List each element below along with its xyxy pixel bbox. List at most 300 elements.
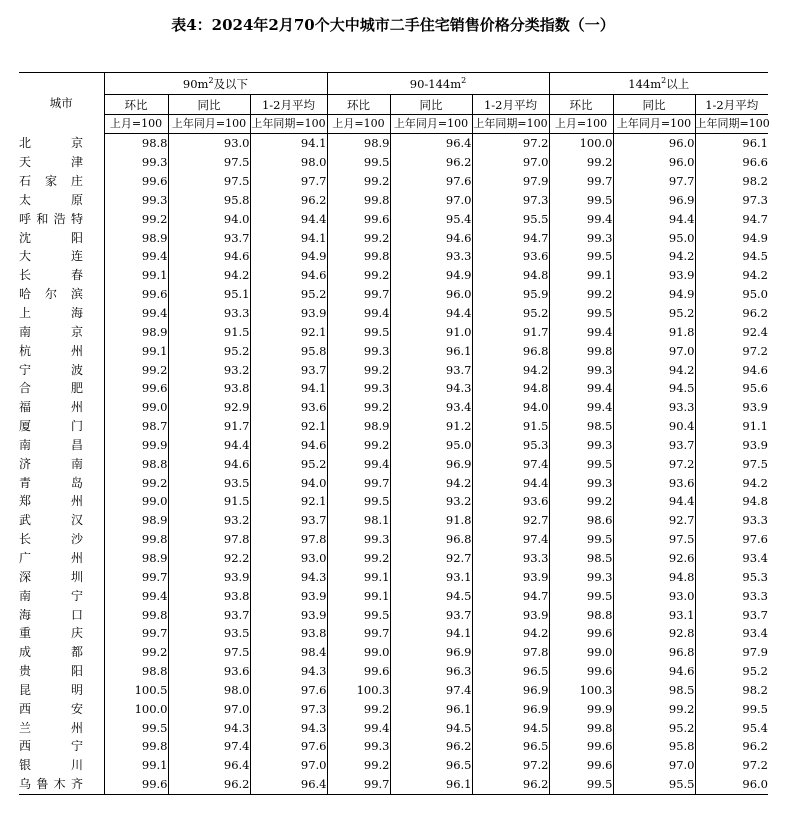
city-label: 昆 明 (19, 682, 83, 697)
index-value: 97.2 (613, 454, 695, 473)
city-name (19, 775, 104, 794)
index-value: 99.2 (327, 699, 390, 718)
city-name (19, 699, 104, 718)
index-value: 98.5 (549, 549, 613, 568)
index-value: 97.3 (695, 191, 768, 210)
table-row (19, 304, 768, 323)
index-value: 93.3 (695, 586, 768, 605)
index-value: 99.5 (549, 304, 613, 323)
index-value: 94.3 (390, 379, 472, 398)
city-name (19, 322, 104, 341)
index-value: 93.3 (613, 398, 695, 417)
index-value: 91.2 (390, 417, 472, 436)
city-label: 郑 州 (19, 494, 83, 509)
index-value: 99.3 (104, 191, 168, 210)
table-row (19, 228, 768, 247)
index-value: 99.3 (327, 341, 390, 360)
price-index-table (19, 72, 768, 795)
index-value: 97.9 (695, 643, 768, 662)
index-value: 99.4 (549, 379, 613, 398)
table-row (19, 134, 768, 153)
index-value: 100.0 (104, 699, 168, 718)
index-value: 99.7 (327, 775, 390, 794)
index-value: 96.9 (472, 699, 549, 718)
city-name (19, 605, 104, 624)
index-value: 97.5 (613, 530, 695, 549)
index-value: 94.2 (472, 360, 549, 379)
index-value: 94.0 (250, 473, 327, 492)
city-label: 武 汉 (19, 513, 83, 528)
index-value: 93.3 (695, 511, 768, 530)
index-value: 99.6 (549, 624, 613, 643)
index-value: 96.2 (695, 737, 768, 756)
city-name (19, 662, 104, 681)
index-value: 98.1 (327, 511, 390, 530)
index-value: 96.8 (472, 341, 549, 360)
index-value: 96.9 (390, 643, 472, 662)
index-value: 95.2 (613, 304, 695, 323)
sub-header: 环比 (104, 95, 168, 115)
index-value: 96.0 (613, 134, 695, 153)
city-name (19, 436, 104, 455)
index-value: 92.7 (472, 511, 549, 530)
index-value: 99.2 (549, 153, 613, 172)
city-name (19, 379, 104, 398)
table-row (19, 492, 768, 511)
index-value: 98.9 (327, 134, 390, 153)
city-name (19, 511, 104, 530)
index-value: 91.5 (472, 417, 549, 436)
index-value: 98.8 (104, 134, 168, 153)
city-label: 重 庆 (19, 626, 83, 641)
index-value: 97.4 (390, 680, 472, 699)
index-value: 97.9 (472, 172, 549, 191)
sub-header: 1-2月平均 (250, 95, 327, 115)
index-value: 99.5 (327, 153, 390, 172)
table-row (19, 341, 768, 360)
index-value: 99.5 (549, 454, 613, 473)
city-label: 杭 州 (19, 343, 83, 358)
index-value: 96.5 (390, 756, 472, 775)
table-row (19, 662, 768, 681)
table-row (19, 153, 768, 172)
index-value: 100.3 (327, 680, 390, 699)
index-value: 97.5 (168, 153, 250, 172)
index-value: 95.2 (695, 662, 768, 681)
index-value: 94.9 (695, 228, 768, 247)
index-value: 94.8 (695, 492, 768, 511)
index-value: 95.2 (250, 454, 327, 473)
index-value: 99.5 (549, 775, 613, 794)
index-value: 93.9 (472, 567, 549, 586)
index-value: 95.2 (250, 285, 327, 304)
index-value: 98.0 (250, 153, 327, 172)
index-value: 96.8 (390, 530, 472, 549)
city-label: 济 南 (19, 456, 83, 471)
index-value: 99.4 (327, 718, 390, 737)
index-value: 91.1 (695, 417, 768, 436)
index-value: 97.4 (472, 530, 549, 549)
index-value: 99.2 (613, 699, 695, 718)
base-header: 上月=100 (104, 115, 168, 134)
index-value: 94.4 (613, 492, 695, 511)
index-value: 99.4 (549, 209, 613, 228)
index-value: 97.6 (250, 737, 327, 756)
index-value: 99.1 (327, 567, 390, 586)
index-value: 99.9 (104, 436, 168, 455)
index-value: 96.1 (390, 699, 472, 718)
index-value: 99.4 (327, 304, 390, 323)
index-value: 99.2 (327, 756, 390, 775)
index-value: 98.7 (104, 417, 168, 436)
index-value: 97.2 (695, 341, 768, 360)
index-value: 91.5 (168, 492, 250, 511)
index-value: 93.4 (390, 398, 472, 417)
index-value: 99.2 (549, 285, 613, 304)
index-value: 98.8 (549, 605, 613, 624)
group-header-medium: $90-144m^2$ (327, 73, 549, 95)
index-value: 99.5 (549, 586, 613, 605)
city-name (19, 417, 104, 436)
index-value: 94.6 (695, 360, 768, 379)
city-label: 西 安 (19, 701, 83, 716)
index-value: 98.8 (104, 454, 168, 473)
index-value: 94.4 (613, 209, 695, 228)
city-label: 哈 尔 滨 (19, 287, 83, 302)
index-value: 91.7 (472, 322, 549, 341)
index-value: 94.5 (390, 586, 472, 605)
index-value: 93.7 (390, 605, 472, 624)
table-row (19, 567, 768, 586)
city-label: 合 肥 (19, 381, 83, 396)
index-value: 95.8 (613, 737, 695, 756)
index-value: 99.4 (104, 247, 168, 266)
index-value: 97.0 (250, 756, 327, 775)
index-value: 99.1 (104, 266, 168, 285)
index-value: 96.5 (472, 737, 549, 756)
index-value: 95.9 (472, 285, 549, 304)
index-value: 99.6 (327, 662, 390, 681)
index-value: 99.6 (327, 209, 390, 228)
index-value: 94.7 (472, 228, 549, 247)
city-name (19, 492, 104, 511)
index-value: 95.8 (250, 341, 327, 360)
table-row (19, 266, 768, 285)
city-label: 南 昌 (19, 437, 83, 452)
index-value: 94.2 (613, 360, 695, 379)
index-value: 95.6 (695, 379, 768, 398)
index-value: 94.6 (250, 266, 327, 285)
table-title: 表4：2024年2月70个大中城市二手住宅销售价格分类指数（一） (171, 16, 615, 34)
sub-header: 环比 (549, 95, 613, 115)
index-value: 93.6 (250, 398, 327, 417)
base-header: 上年同月=100 (613, 115, 695, 134)
index-value: 98.9 (104, 322, 168, 341)
sub-header: 同比 (168, 95, 250, 115)
city-name (19, 341, 104, 360)
index-value: 94.9 (250, 247, 327, 266)
index-value: 99.2 (327, 436, 390, 455)
city-label: 宁 波 (19, 362, 83, 377)
table-row (19, 586, 768, 605)
city-label: 乌 鲁 木 齐 (19, 777, 83, 792)
city-label: 南 京 (19, 324, 83, 339)
table-row (19, 530, 768, 549)
index-value: 99.2 (549, 492, 613, 511)
index-value: 94.6 (390, 228, 472, 247)
index-value: 99.7 (549, 172, 613, 191)
index-value: 94.2 (390, 473, 472, 492)
index-value: 96.4 (168, 756, 250, 775)
city-name (19, 680, 104, 699)
index-value: 93.9 (250, 605, 327, 624)
index-value: 94.4 (250, 209, 327, 228)
index-value: 93.9 (472, 605, 549, 624)
city-label: 广 州 (19, 550, 83, 565)
index-value: 99.2 (327, 360, 390, 379)
index-value: 92.1 (250, 492, 327, 511)
index-value: 99.8 (549, 718, 613, 737)
index-value: 97.6 (250, 680, 327, 699)
index-value: 99.5 (104, 718, 168, 737)
group-header-large: $144m^2$以上 (549, 73, 768, 95)
index-value: 98.2 (695, 172, 768, 191)
index-value: 97.5 (168, 172, 250, 191)
index-value: 91.0 (390, 322, 472, 341)
city-name (19, 398, 104, 417)
index-value: 93.7 (695, 605, 768, 624)
index-value: 99.1 (104, 341, 168, 360)
index-value: 94.4 (472, 473, 549, 492)
index-value: 99.5 (327, 605, 390, 624)
index-value: 99.2 (327, 228, 390, 247)
index-value: 98.0 (168, 680, 250, 699)
index-value: 97.2 (472, 134, 549, 153)
index-value: 94.2 (613, 247, 695, 266)
index-value: 95.4 (695, 718, 768, 737)
index-value: 94.1 (250, 134, 327, 153)
sub-header: 1-2月平均 (472, 95, 549, 115)
index-value: 99.5 (549, 247, 613, 266)
index-value: 94.8 (472, 379, 549, 398)
table-row (19, 322, 768, 341)
index-value: 99.7 (327, 473, 390, 492)
index-value: 99.2 (104, 209, 168, 228)
city-label: 南 宁 (19, 588, 83, 603)
index-value: 97.7 (613, 172, 695, 191)
index-value: 93.6 (472, 247, 549, 266)
index-value: 99.3 (104, 153, 168, 172)
index-value: 95.2 (613, 718, 695, 737)
index-value: 93.9 (695, 436, 768, 455)
index-value: 99.4 (104, 586, 168, 605)
index-value: 94.5 (613, 379, 695, 398)
index-value: 96.1 (390, 775, 472, 794)
index-value: 99.5 (327, 492, 390, 511)
index-value: 97.6 (390, 172, 472, 191)
index-value: 94.1 (250, 379, 327, 398)
city-label: 海 口 (19, 607, 83, 622)
index-value: 99.2 (327, 398, 390, 417)
index-value: 93.2 (168, 511, 250, 530)
index-value: 97.7 (250, 172, 327, 191)
index-value: 93.7 (168, 228, 250, 247)
city-name (19, 153, 104, 172)
table-row (19, 398, 768, 417)
base-header: 上月=100 (327, 115, 390, 134)
index-value: 96.4 (250, 775, 327, 794)
index-value: 92.6 (613, 549, 695, 568)
index-value: 99.8 (327, 247, 390, 266)
index-value: 93.8 (168, 586, 250, 605)
table-row (19, 680, 768, 699)
city-label: 北 京 (19, 136, 83, 151)
city-label: 石 家 庄 (19, 174, 83, 189)
city-name (19, 756, 104, 775)
index-value: 94.3 (250, 662, 327, 681)
index-value: 95.8 (168, 191, 250, 210)
city-name (19, 473, 104, 492)
table-row (19, 511, 768, 530)
index-value: 99.2 (104, 360, 168, 379)
index-value: 94.8 (472, 266, 549, 285)
city-label: 西 宁 (19, 739, 83, 754)
base-header: 上月=100 (549, 115, 613, 134)
index-value: 97.4 (168, 737, 250, 756)
table-row (19, 417, 768, 436)
index-value: 94.8 (613, 567, 695, 586)
index-value: 99.1 (104, 756, 168, 775)
index-value: 96.2 (695, 304, 768, 323)
city-name (19, 247, 104, 266)
index-value: 95.2 (168, 341, 250, 360)
index-value: 94.5 (472, 718, 549, 737)
index-value: 99.5 (327, 322, 390, 341)
index-value: 94.2 (472, 624, 549, 643)
index-value: 98.5 (613, 680, 695, 699)
index-value: 97.0 (613, 756, 695, 775)
sub-header: 环比 (327, 95, 390, 115)
city-name (19, 209, 104, 228)
index-value: 99.2 (327, 172, 390, 191)
city-column-header: 城市 (19, 73, 104, 134)
index-value: 97.5 (168, 643, 250, 662)
table-row (19, 737, 768, 756)
index-value: 93.3 (168, 304, 250, 323)
index-value: 99.2 (327, 266, 390, 285)
city-name (19, 567, 104, 586)
index-value: 99.5 (549, 191, 613, 210)
table-row (19, 285, 768, 304)
table-row (19, 699, 768, 718)
index-value: 99.8 (104, 605, 168, 624)
index-value: 94.0 (472, 398, 549, 417)
index-value: 93.9 (613, 266, 695, 285)
city-name (19, 191, 104, 210)
base-header: 上年同月=100 (168, 115, 250, 134)
index-value: 99.5 (695, 699, 768, 718)
index-value: 91.8 (390, 511, 472, 530)
index-value: 97.8 (250, 530, 327, 549)
index-value: 99.9 (549, 699, 613, 718)
index-value: 93.0 (613, 586, 695, 605)
index-value: 97.2 (695, 756, 768, 775)
index-value: 95.3 (695, 567, 768, 586)
index-value: 94.6 (250, 436, 327, 455)
city-name (19, 624, 104, 643)
table-row (19, 360, 768, 379)
index-value: 93.3 (472, 549, 549, 568)
index-value: 96.9 (472, 680, 549, 699)
index-value: 96.0 (695, 775, 768, 794)
city-name (19, 304, 104, 323)
index-value: 94.9 (390, 266, 472, 285)
index-value: 92.9 (168, 398, 250, 417)
city-name (19, 530, 104, 549)
index-value: 94.2 (695, 473, 768, 492)
index-value: 99.8 (549, 341, 613, 360)
index-value: 99.2 (104, 473, 168, 492)
index-value: 91.7 (168, 417, 250, 436)
index-value: 96.2 (168, 775, 250, 794)
base-header: 上年同期=100 (472, 115, 549, 134)
sub-header: 同比 (390, 95, 472, 115)
index-value: 96.2 (472, 775, 549, 794)
index-value: 93.3 (390, 247, 472, 266)
city-label: 天 津 (19, 155, 83, 170)
index-value: 99.8 (327, 191, 390, 210)
index-value: 94.4 (390, 304, 472, 323)
index-value: 94.6 (168, 247, 250, 266)
table-row (19, 379, 768, 398)
index-value: 99.3 (549, 473, 613, 492)
sub-header: 同比 (613, 95, 695, 115)
city-label: 银 川 (19, 758, 83, 773)
index-value: 93.8 (250, 624, 327, 643)
index-value: 98.9 (104, 511, 168, 530)
city-label: 呼 和 浩 特 (19, 211, 83, 226)
table-row (19, 718, 768, 737)
index-value: 91.8 (613, 322, 695, 341)
base-header: 上年同期=100 (250, 115, 327, 134)
index-value: 93.1 (390, 567, 472, 586)
table-row (19, 549, 768, 568)
index-value: 99.1 (549, 266, 613, 285)
table-row (19, 605, 768, 624)
index-value: 93.2 (168, 360, 250, 379)
index-value: 93.6 (168, 662, 250, 681)
index-value: 99.0 (327, 643, 390, 662)
index-value: 94.6 (168, 454, 250, 473)
index-value: 94.1 (250, 228, 327, 247)
index-value: 94.5 (390, 718, 472, 737)
index-value: 97.0 (613, 341, 695, 360)
index-value: 95.3 (472, 436, 549, 455)
index-value: 93.6 (472, 492, 549, 511)
index-value: 100.0 (549, 134, 613, 153)
city-label: 兰 州 (19, 720, 83, 735)
index-value: 92.4 (695, 322, 768, 341)
index-value: 92.7 (390, 549, 472, 568)
index-value: 95.1 (168, 285, 250, 304)
index-value: 98.9 (327, 417, 390, 436)
index-value: 97.3 (472, 191, 549, 210)
index-value: 96.0 (390, 285, 472, 304)
city-label: 贵 阳 (19, 664, 83, 679)
index-value: 99.0 (104, 398, 168, 417)
index-value: 98.8 (104, 662, 168, 681)
index-value: 94.2 (168, 266, 250, 285)
